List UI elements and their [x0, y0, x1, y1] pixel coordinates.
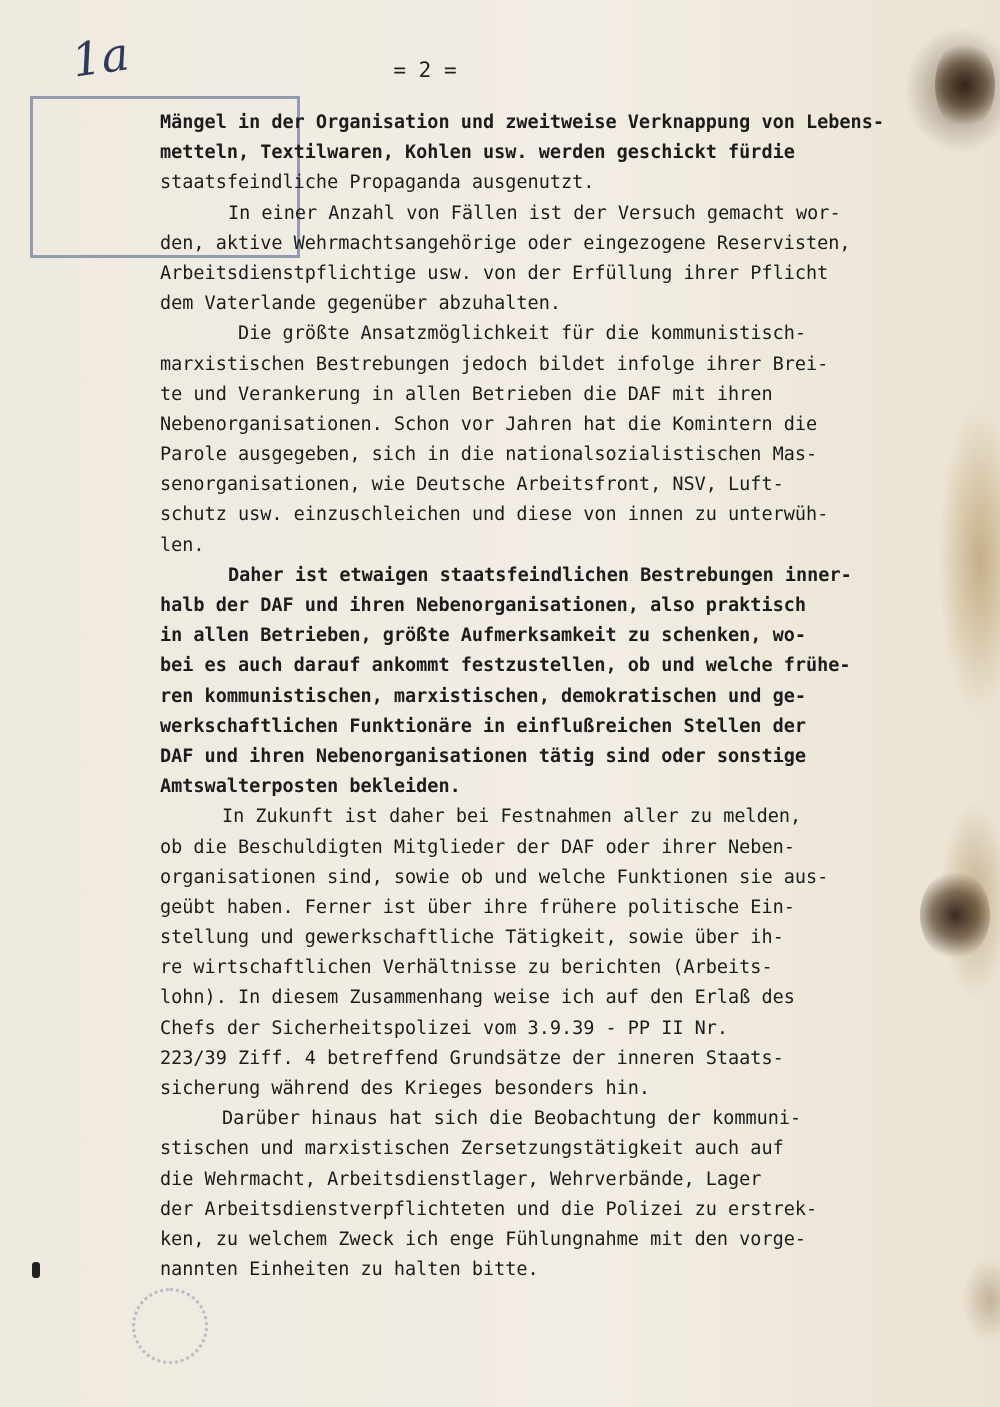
text-line: Daher ist etwaigen staatsfeindlichen Bestrebungen inner- [228, 564, 852, 586]
text-line: len. [160, 534, 205, 556]
typewritten-body [160, 108, 950, 1285]
text-line: schutz usw. einzuschleichen und diese von innen zu unterwüh- [160, 504, 829, 526]
text-line: Die größte Ansatzmöglichkeit für die kommunistisch- [238, 323, 807, 345]
handwritten-page-note: 1a [68, 26, 133, 88]
text-line: halb der DAF und ihren Nebenorganisationen, also praktisch [160, 595, 807, 616]
text-line: bei es auch darauf ankommt festzustellen, ob und welche frühe- [160, 655, 851, 677]
text-line: stellung und gewerkschaftliche Tätigkeit, sowie über ih- [160, 927, 784, 949]
text-line: organisationen sind, sowie ob und welche Funktionen sie aus- [160, 866, 829, 888]
text-line: Mängel in der Organisation und zweitweise Verknappung von Lebens- [160, 112, 884, 133]
text-line: DAF und ihren Nebenorganisationen tätig sind oder sonstige [160, 745, 807, 767]
text-line: In Zukunft ist daher bei Festnahmen aller zu melden, [222, 806, 802, 828]
text-line: dem Vaterlande gegenüber abzuhalten. [160, 293, 561, 315]
page-number: = 2 = [393, 58, 457, 82]
text-line: Chefs der Sicherheitspolizei vom 3.9.39 - PP II Nr. [160, 1017, 729, 1039]
text-line: Parole ausgegeben, sich in die nationalsozialistischen Mas- [160, 444, 818, 466]
text-line: marxistischen Bestrebungen jedoch bildet infolge ihrer Brei- [160, 353, 829, 375]
text-line: Amtswalterposten bekleiden. [160, 776, 461, 798]
text-line: Nebenorganisationen. Schon vor Jahren hat die Komintern die [160, 413, 818, 435]
text-line: Darüber hinaus hat sich die Beobachtung der kommuni- [222, 1108, 802, 1130]
text-line: re wirtschaftlichen Verhältnisse zu berichten (Arbeits- [160, 957, 773, 979]
text-line: metteln, Textilwaren, Kohlen usw. werden geschickt fürdie [160, 142, 795, 164]
text-line: der Arbeitsdienstverpflichteten und die Polizei zu erstrek- [160, 1198, 818, 1220]
text-line: werkschaftlichen Funktionäre in einflußreichen Stellen der [160, 715, 807, 737]
text-line: staatsfeindliche Propaganda ausgenutzt. [160, 172, 595, 194]
text-line: 223/39 Ziff. 4 betreffend Grundsätze der inneren Staats- [160, 1047, 784, 1069]
text-line: ren kommunistischen, marxistischen, demokratischen und ge- [160, 685, 807, 707]
text-line: geübt haben. Ferner ist über ihre frühere politische Ein- [160, 896, 795, 918]
text-line: die Wehrmacht, Arbeitsdienstlager, Wehrverbände, Lager [160, 1168, 762, 1190]
text-line: ob die Beschuldigten Mitglieder der DAF oder ihrer Neben- [160, 836, 795, 858]
text-line: In einer Anzahl von Fällen ist der Versuch gemacht wor- [228, 202, 841, 224]
text-line: te und Verankerung in allen Betrieben die DAF mit ihren [160, 383, 773, 405]
text-line: senorganisationen, wie Deutsche Arbeitsfront, NSV, Luft- [160, 474, 784, 496]
text-line: Arbeitsdienstpflichtige usw. von der Erfüllung ihrer Pflicht [160, 262, 829, 284]
text-line: den, aktive Wehrmachtsangehörige oder eingezogene Reservisten, [160, 232, 851, 254]
ink-mark [32, 1262, 40, 1278]
text-line: nannten Einheiten zu halten bitte. [160, 1259, 539, 1281]
text-line: sicherung während des Krieges besonders hin. [160, 1078, 651, 1099]
text-line: ken, zu welchem Zweck ich enge Fühlungnahme mit den vorge- [160, 1228, 807, 1250]
text-line: lohn). In diesem Zusammenhang weise ich auf den Erlaß des [160, 987, 795, 1009]
text-line: stischen und marxistischen Zersetzungstätigkeit auch auf [160, 1138, 784, 1160]
faded-seal [132, 1288, 208, 1364]
text-line: in allen Betrieben, größte Aufmerksamkeit zu schenken, wo- [160, 625, 807, 647]
